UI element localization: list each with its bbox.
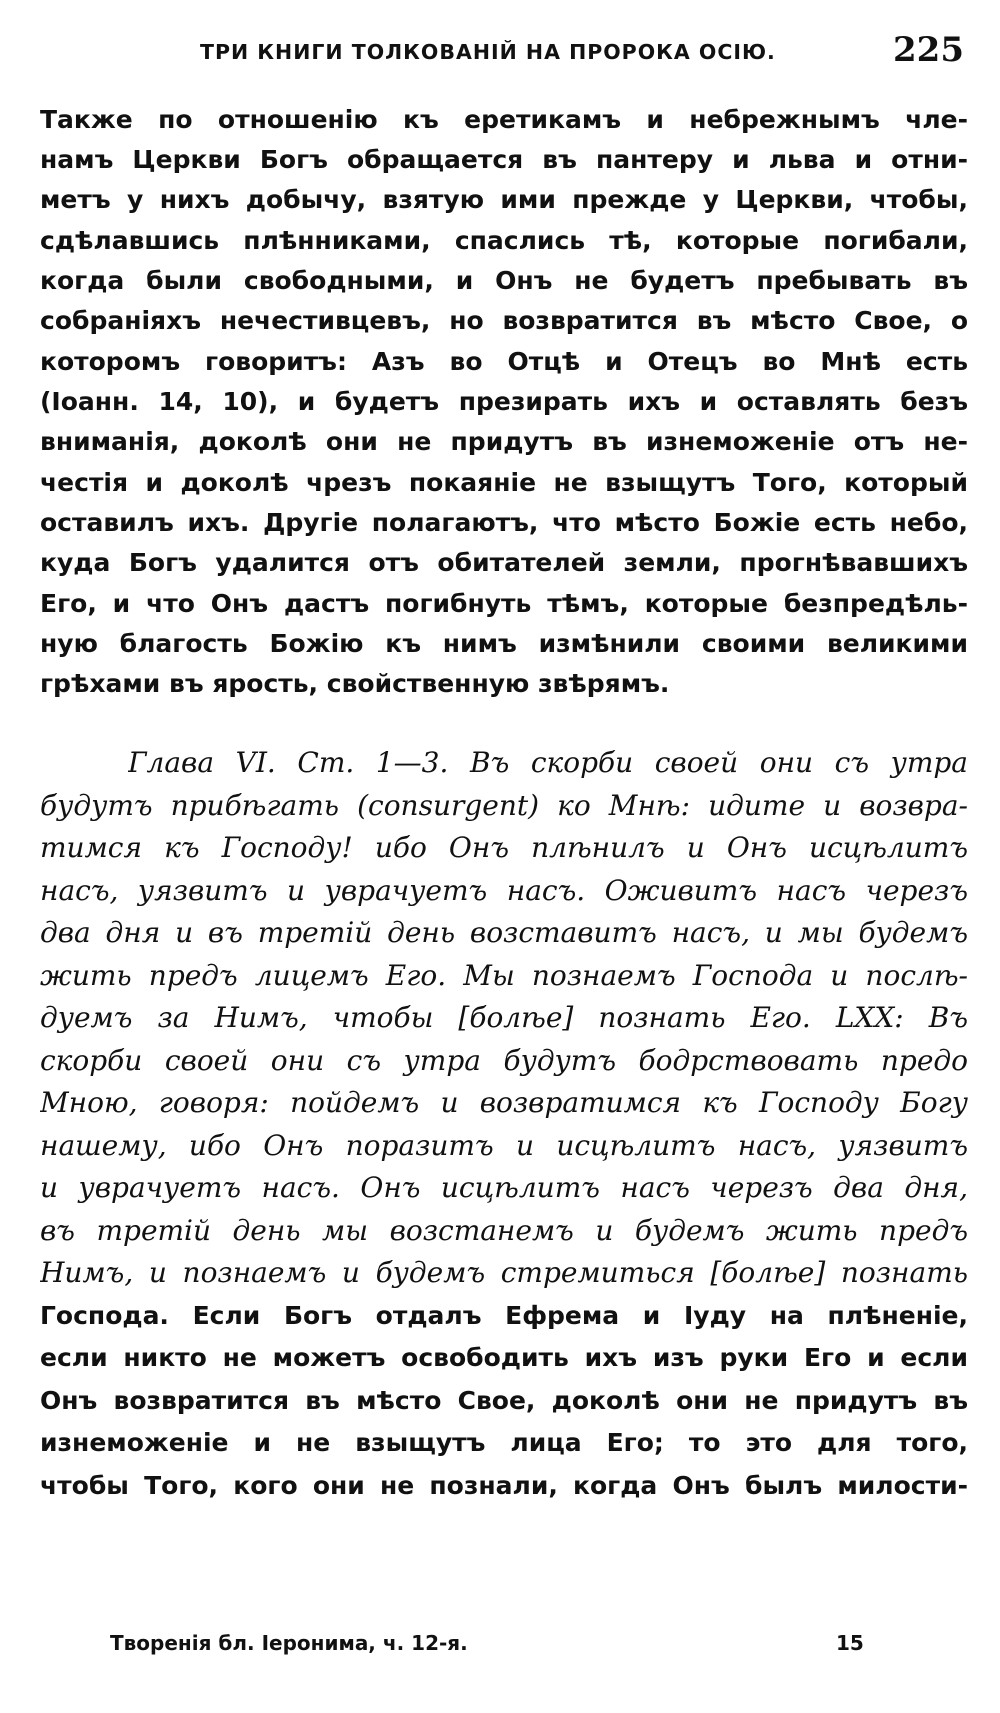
text-line: тимся къ Господу! ибо Онъ плѣнилъ и Онъ исцѣлитъ bbox=[40, 831, 968, 864]
text-line: два дня и въ третій день возставитъ насъ, и мы будемъ bbox=[40, 916, 968, 949]
text-line: честія и доколѣ чрезъ покаяніе не взыщутъ Того, который bbox=[40, 468, 968, 497]
running-title: ТРИ КНИГИ ТОЛКОВАНІЙ НА ПРОРОКА ОСІЮ. bbox=[200, 40, 776, 64]
text-line: въ третій день мы возстанемъ и будемъ жить предъ bbox=[40, 1214, 968, 1247]
text-line: скорби своей они съ утра будутъ бодрствовать предо bbox=[40, 1044, 968, 1077]
text-line: и уврачуетъ насъ. Онъ исцѣлитъ насъ черезъ два дня, bbox=[40, 1171, 968, 1204]
text-line: Глава VI. Ст. 1—3. Въ скорби своей они съ утра bbox=[128, 746, 968, 779]
printer-signature: Творенія бл. Іеронима, ч. 12-я. bbox=[110, 1631, 468, 1655]
text-line: сдѣлавшись плѣнниками, спаслись тѣ, которые погибали, bbox=[40, 226, 968, 255]
text-line: будутъ прибѣгать (consurgent) ко Мнѣ: идите и возвра- bbox=[40, 789, 968, 822]
text-line: вниманія, доколѣ они не придутъ въ изнеможеніе отъ не- bbox=[40, 427, 968, 456]
text-line: насъ, уязвитъ и уврачуетъ насъ. Оживитъ насъ черезъ bbox=[40, 874, 968, 907]
text-line: Онъ возвратится въ мѣсто Свое, доколѣ они не придутъ въ bbox=[40, 1386, 968, 1415]
text-line: если никто не можетъ освободить ихъ изъ руки Его и если bbox=[40, 1343, 968, 1372]
text-line: которомъ говоритъ: Азъ во Отцѣ и Отецъ во Мнѣ есть bbox=[40, 347, 968, 376]
sheet-number: 15 bbox=[836, 1631, 864, 1655]
text-line: изнеможеніе и не взыщутъ лица Его; то это для того, bbox=[40, 1428, 968, 1457]
text-line: Его, и что Онъ дастъ погибнуть тѣмъ, которые безпредѣль- bbox=[40, 589, 968, 618]
text-line: дуемъ за Нимъ, чтобы [болѣе] познать Его. LXX: Въ bbox=[40, 1001, 968, 1034]
page-number: 225 bbox=[893, 30, 964, 70]
text-line: нашему, ибо Онъ поразитъ и исцѣлитъ насъ, уязвитъ bbox=[40, 1129, 968, 1162]
text-line: оставилъ ихъ. Другіе полагаютъ, что мѣсто Божіе есть небо, bbox=[40, 508, 968, 537]
text-line: собраніяхъ нечестивцевъ, но возвратится въ мѣсто Свое, о bbox=[40, 306, 968, 335]
text-line: чтобы Того, кого они не познали, когда Онъ былъ милости- bbox=[40, 1471, 968, 1500]
text-line: Нимъ, и познаемъ и будемъ стремиться [болѣе] познать bbox=[40, 1256, 968, 1289]
text-line: Мною, говоря: пойдемъ и возвратимся къ Господу Богу bbox=[40, 1086, 968, 1119]
text-line: (Іоанн. 14, 10), и будетъ презирать ихъ и оставлять безъ bbox=[40, 387, 968, 416]
text-line: Господа. Если Богъ отдалъ Ефрема и Іуду на плѣненіе, bbox=[40, 1301, 968, 1330]
text-line: грѣхами въ ярость, свойственную звѣрямъ. bbox=[40, 669, 670, 698]
text-line: когда были свободными, и Онъ не будетъ пребывать въ bbox=[40, 266, 968, 295]
text-line: куда Богъ удалится отъ обитателей земли, прогнѣвавшихъ bbox=[40, 548, 968, 577]
text-line: жить предъ лицемъ Его. Мы познаемъ Господа и послѣ- bbox=[40, 959, 968, 992]
text-line: намъ Церкви Богъ обращается въ пантеру и льва и отни- bbox=[40, 145, 968, 174]
text-line: ную благость Божію къ нимъ измѣнили своими великими bbox=[40, 629, 968, 658]
text-line: Также по отношенію къ еретикамъ и небрежнымъ чле- bbox=[40, 105, 968, 134]
text-line: метъ у нихъ добычу, взятую ими прежде у Церкви, чтобы, bbox=[40, 185, 968, 214]
